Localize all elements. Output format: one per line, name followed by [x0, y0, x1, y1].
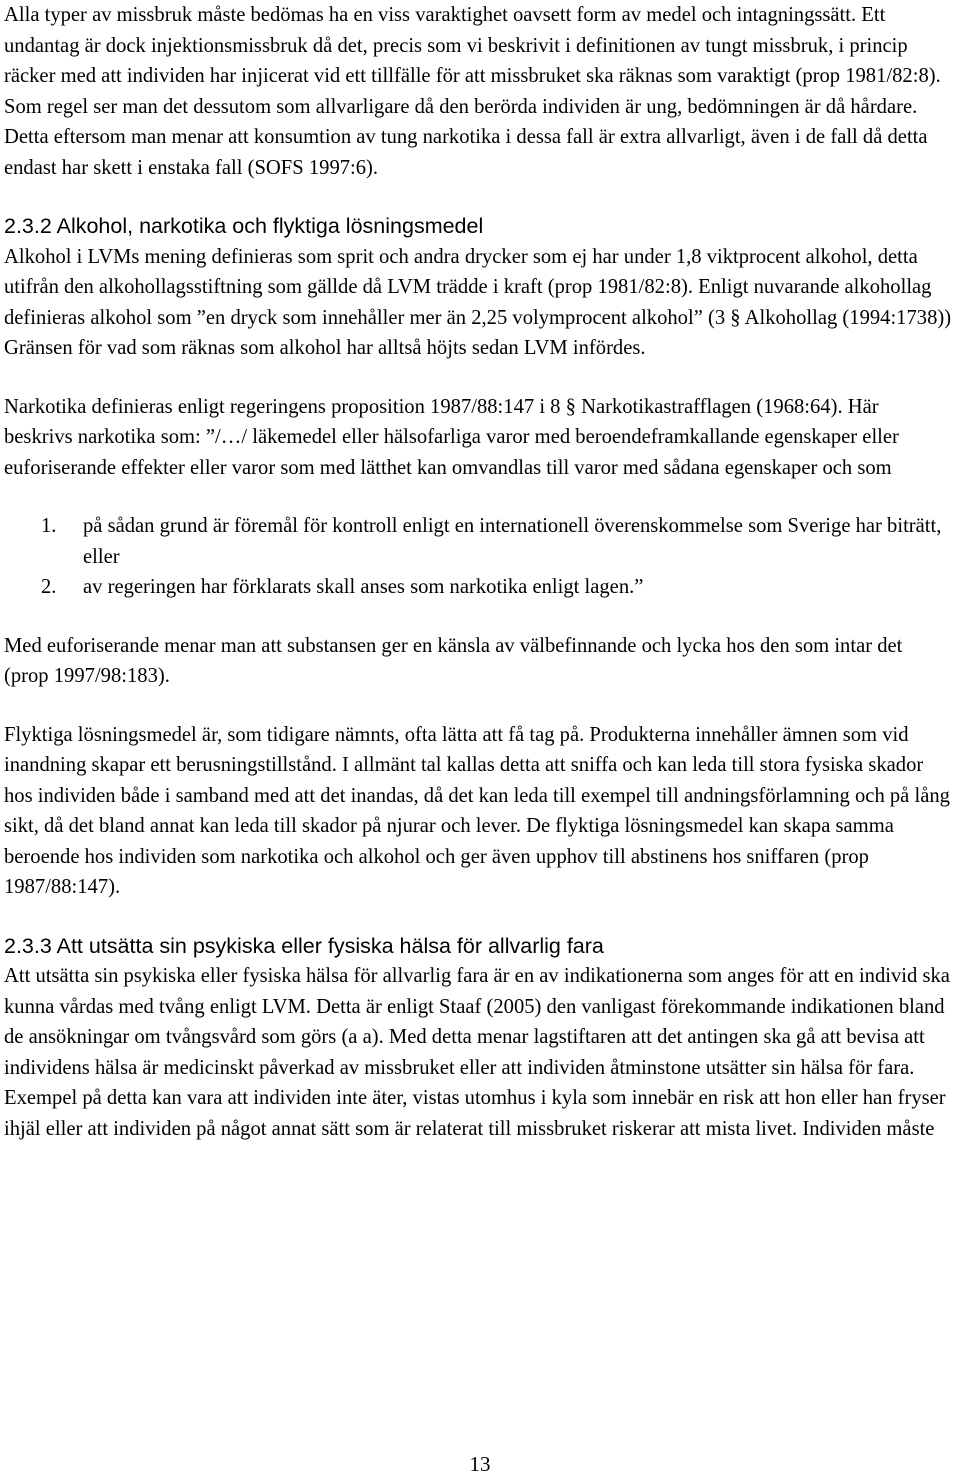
list-item-number: 1.	[41, 515, 57, 537]
section-heading-utsatta: 2.3.3 Att utsätta sin psykiska eller fysiska hälsa för allvarlig fara	[4, 933, 604, 958]
list-item	[4, 511, 952, 572]
list-item-number: 2.	[41, 576, 57, 598]
paragraph-flyktiga: Flyktiga lösningsmedel är, som tidigare nämnts, ofta lätta att få tag på. Produkterna innehåller ämnen som vid inandning skapar ett berusningstillstånd. I allmänt tal kallas detta att sniffa och kan leda till stora fysiska skador hos individen både i samband med att det inandas, då det kan leda till exempel till andningsförlamning och på lång sikt, då det bland annat kan leda till skador på njurar och lever. De flyktiga lösningsmedel kan skapa samma beroende hos individen som narkotika och alkohol och ger även upphov till abstinens hos sniffaren (prop 1987/88:147).	[4, 723, 950, 898]
page-number: 13	[469, 1452, 491, 1476]
list-item-text: på sådan grund är föremål för kontroll enligt en internationell överenskommelse som Sverige har biträtt, eller	[83, 515, 942, 568]
paragraph-narkotika: Narkotika definieras enligt regeringens proposition 1987/88:147 i 8 § Narkotikastrafflagen (1968:64). Här beskrivs narkotika som: ”/…/ läkemedel eller hälsofarliga varor med beroendeframkallande egenskaper eller euforiserande effekter eller varor som med lätthet kan omvandlas till varor med sådana egenskaper och som	[4, 395, 899, 479]
paragraph-euforiserande: Med euforiserande menar man att substansen ger en känsla av välbefinnande och lycka hos den som intar det (prop 1997/98:183).	[4, 634, 903, 687]
paragraph-alkohol: Alkohol i LVMs mening definieras som sprit och andra drycker som ej har under 1,8 viktprocent alkohol, detta utifrån den alkohollagsstiftning som gällde då LVM trädde i kraft (prop 1981/82:8). Enligt nuvarande alkohollag definieras alkohol som ”en dryck som innehåller mer än 2,25 volymprocent alkohol” (3 § Alkohollag (1994:1738)) Gränsen för vad som räknas som alkohol har alltså höjts sedan LVM infördes.	[4, 245, 952, 359]
narkotika-list	[4, 511, 952, 603]
document-page	[4, 0, 952, 1144]
paragraph-utsatta: Att utsätta sin psykiska eller fysiska hälsa för allvarlig fara är en av indikationerna som anges för att en individ ska kunna vårdas med tvång enligt LVM. Detta är enligt Staaf (2005) den vanligast förekommande indikationen bland de ansökningar om tvångsvård som görs (a a). Med detta menar lagstiftaren att det antingen ska gå att bevisa att individens hälsa är medicinskt påverkad av missbruket eller att individen åtminstone utsätter sin hälsa för fara. Exempel på detta kan vara att individen inte äter, vistas utomhus i kyla som innebär en risk att hon eller han fryser ihjäl eller att individen på något annat sätt som är relaterat till missbruket riskerar att mista livet. Individen måste	[4, 965, 950, 1140]
paragraph-intro: Alla typer av missbruk måste bedömas ha en viss varaktighet oavsett form av medel och intagningssätt. Ett undantag är dock injektionsmissbruk då det, precis som vi beskrivit i definitionen av tungt missbruk, i princip räcker med att individen har injicerat vid ett tillfälle för att missbruket ska räknas som varaktigt (prop 1981/82:8). Som regel ser man det dessutom som allvarligare då den berörda individen är ung, bedömningen är då hårdare. Detta eftersom man menar att konsumtion av tung narkotika i dessa fall är extra allvarligt, även i de fall då detta endast har skett i enstaka fall (SOFS 1997:6).	[4, 4, 941, 179]
section-heading-alkohol: 2.3.2 Alkohol, narkotika och flyktiga lösningsmedel	[4, 214, 484, 238]
list-item	[4, 572, 952, 603]
list-item-text: av regeringen har förklarats skall anses som narkotika enligt lagen.”	[83, 576, 644, 598]
